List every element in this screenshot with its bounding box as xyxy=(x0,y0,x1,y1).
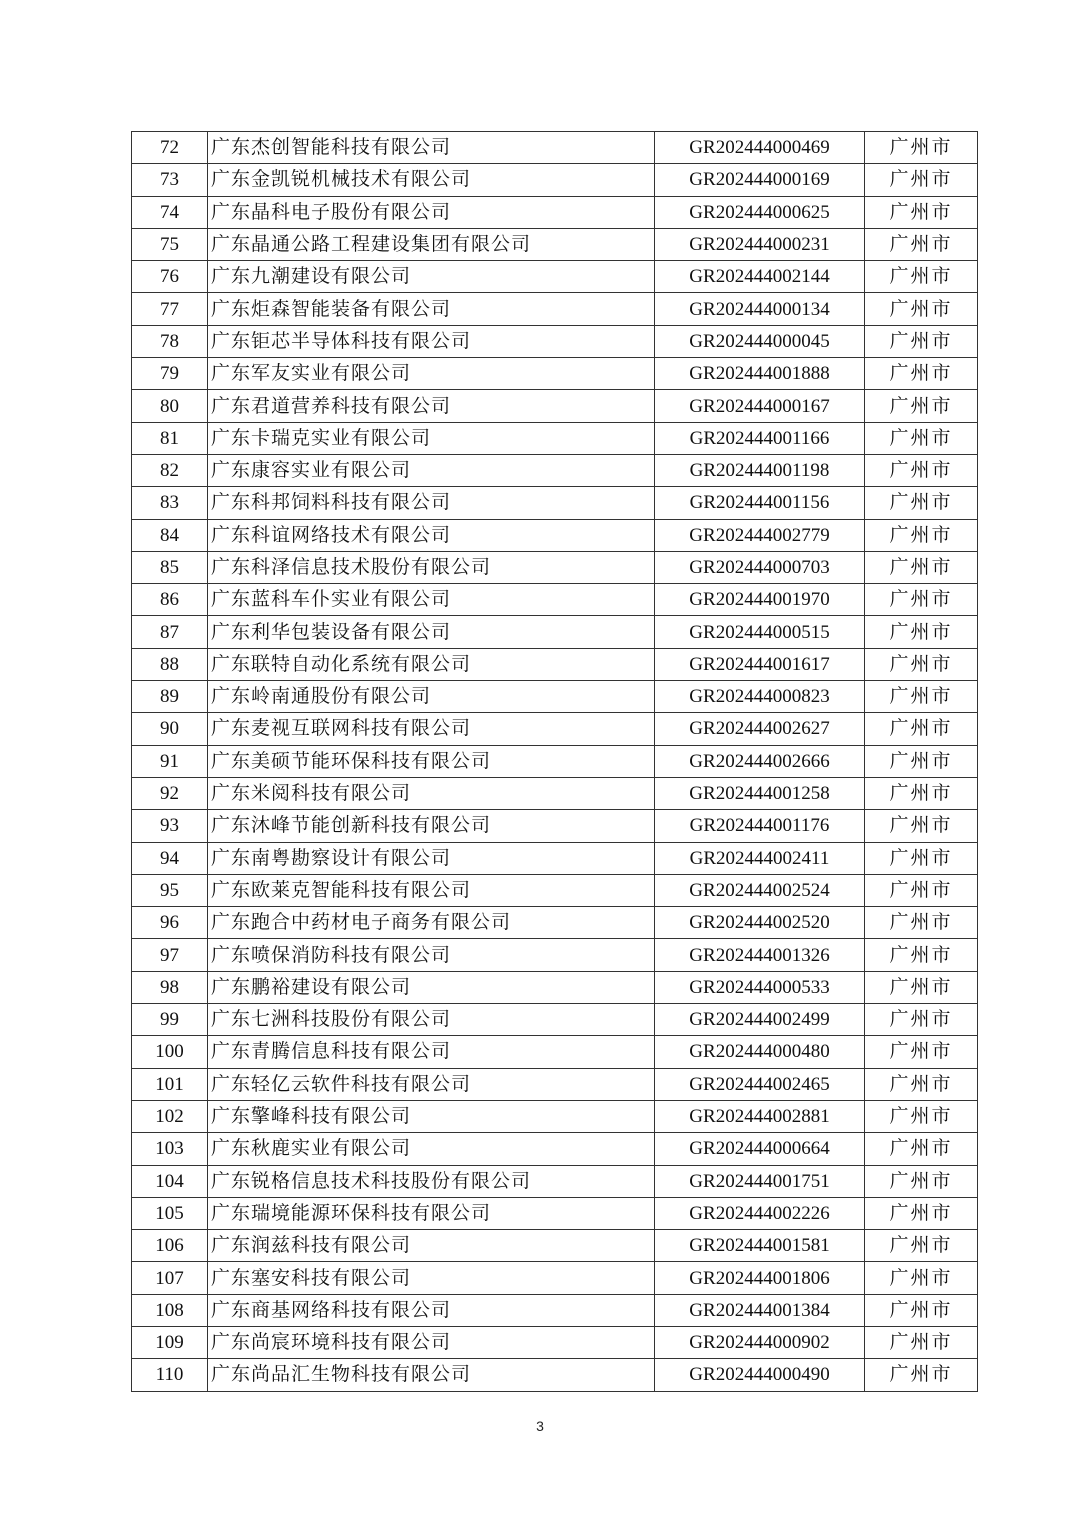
certificate-code-cell: GR202444002144 xyxy=(655,261,865,293)
company-name-cell: 广东沐峰节能创新科技有限公司 xyxy=(208,810,655,842)
certificate-code-cell: GR202444002411 xyxy=(655,842,865,874)
table-row xyxy=(132,1262,978,1294)
company-name-cell: 广东喷保消防科技有限公司 xyxy=(208,939,655,971)
table-row xyxy=(132,422,978,454)
row-number-cell: 89 xyxy=(132,681,208,713)
city-cell: 广州市 xyxy=(865,939,978,971)
city-cell: 广州市 xyxy=(865,1068,978,1100)
city-cell: 广州市 xyxy=(865,874,978,906)
certificate-code-cell: GR202444001326 xyxy=(655,939,865,971)
table-row xyxy=(132,325,978,357)
row-number-cell: 103 xyxy=(132,1133,208,1165)
row-number-cell: 88 xyxy=(132,648,208,680)
table-row xyxy=(132,1230,978,1262)
company-name-cell: 广东君道营养科技有限公司 xyxy=(208,390,655,422)
row-number-cell: 83 xyxy=(132,487,208,519)
company-list-table xyxy=(131,131,978,1392)
certificate-code-cell: GR202444002627 xyxy=(655,713,865,745)
table-row xyxy=(132,713,978,745)
company-name-cell: 广东科谊网络技术有限公司 xyxy=(208,519,655,551)
table-row xyxy=(132,1294,978,1326)
company-name-cell: 广东秋鹿实业有限公司 xyxy=(208,1133,655,1165)
row-number-cell: 75 xyxy=(132,228,208,260)
city-cell: 广州市 xyxy=(865,519,978,551)
row-number-cell: 85 xyxy=(132,551,208,583)
certificate-code-cell: GR202444000625 xyxy=(655,196,865,228)
company-name-cell: 广东塞安科技有限公司 xyxy=(208,1262,655,1294)
city-cell: 广州市 xyxy=(865,971,978,1003)
row-number-cell: 94 xyxy=(132,842,208,874)
city-cell: 广州市 xyxy=(865,1100,978,1132)
certificate-code-cell: GR202444001384 xyxy=(655,1294,865,1326)
city-cell: 广州市 xyxy=(865,745,978,777)
certificate-code-cell: GR202444001970 xyxy=(655,584,865,616)
city-cell: 广州市 xyxy=(865,422,978,454)
row-number-cell: 77 xyxy=(132,293,208,325)
table-row xyxy=(132,939,978,971)
company-name-cell: 广东美硕节能环保科技有限公司 xyxy=(208,745,655,777)
company-name-cell: 广东九潮建设有限公司 xyxy=(208,261,655,293)
city-cell: 广州市 xyxy=(865,681,978,713)
table-row xyxy=(132,1068,978,1100)
row-number-cell: 74 xyxy=(132,196,208,228)
table-row xyxy=(132,648,978,680)
table-body xyxy=(132,132,978,1392)
company-name-cell: 广东米阅科技有限公司 xyxy=(208,777,655,809)
company-name-cell: 广东跑合中药材电子商务有限公司 xyxy=(208,907,655,939)
certificate-code-cell: GR202444000703 xyxy=(655,551,865,583)
company-name-cell: 广东联特自动化系统有限公司 xyxy=(208,648,655,680)
table-row xyxy=(132,196,978,228)
row-number-cell: 92 xyxy=(132,777,208,809)
table-row xyxy=(132,907,978,939)
certificate-code-cell: GR202444001581 xyxy=(655,1230,865,1262)
row-number-cell: 101 xyxy=(132,1068,208,1100)
company-name-cell: 广东卡瑞克实业有限公司 xyxy=(208,422,655,454)
company-name-cell: 广东炬森智能装备有限公司 xyxy=(208,293,655,325)
city-cell: 广州市 xyxy=(865,1294,978,1326)
company-name-cell: 广东瑞境能源环保科技有限公司 xyxy=(208,1197,655,1229)
city-cell: 广州市 xyxy=(865,1165,978,1197)
company-name-cell: 广东擎峰科技有限公司 xyxy=(208,1100,655,1132)
city-cell: 广州市 xyxy=(865,164,978,196)
row-number-cell: 95 xyxy=(132,874,208,906)
row-number-cell: 73 xyxy=(132,164,208,196)
city-cell: 广州市 xyxy=(865,777,978,809)
certificate-code-cell: GR202444000169 xyxy=(655,164,865,196)
certificate-code-cell: GR202444001258 xyxy=(655,777,865,809)
company-name-cell: 广东蓝科车仆实业有限公司 xyxy=(208,584,655,616)
table-row xyxy=(132,1326,978,1358)
row-number-cell: 84 xyxy=(132,519,208,551)
city-cell: 广州市 xyxy=(865,261,978,293)
company-name-cell: 广东钜芯半导体科技有限公司 xyxy=(208,325,655,357)
certificate-code-cell: GR202444001751 xyxy=(655,1165,865,1197)
table-row xyxy=(132,971,978,1003)
company-name-cell: 广东晶通公路工程建设集团有限公司 xyxy=(208,228,655,260)
city-cell: 广州市 xyxy=(865,1230,978,1262)
row-number-cell: 100 xyxy=(132,1036,208,1068)
table-row xyxy=(132,228,978,260)
company-name-cell: 广东润兹科技有限公司 xyxy=(208,1230,655,1262)
company-name-cell: 广东科泽信息技术股份有限公司 xyxy=(208,551,655,583)
city-cell: 广州市 xyxy=(865,454,978,486)
city-cell: 广州市 xyxy=(865,551,978,583)
row-number-cell: 72 xyxy=(132,132,208,164)
certificate-code-cell: GR202444002499 xyxy=(655,1004,865,1036)
row-number-cell: 80 xyxy=(132,390,208,422)
row-number-cell: 108 xyxy=(132,1294,208,1326)
table-row xyxy=(132,1100,978,1132)
city-cell: 广州市 xyxy=(865,196,978,228)
row-number-cell: 96 xyxy=(132,907,208,939)
company-name-cell: 广东锐格信息技术科技股份有限公司 xyxy=(208,1165,655,1197)
company-name-cell: 广东康容实业有限公司 xyxy=(208,454,655,486)
city-cell: 广州市 xyxy=(865,810,978,842)
certificate-code-cell: GR202444002881 xyxy=(655,1100,865,1132)
city-cell: 广州市 xyxy=(865,325,978,357)
table-row xyxy=(132,358,978,390)
company-name-cell: 广东麦视互联网科技有限公司 xyxy=(208,713,655,745)
company-name-cell: 广东欧莱克智能科技有限公司 xyxy=(208,874,655,906)
certificate-code-cell: GR202444000231 xyxy=(655,228,865,260)
table-row xyxy=(132,842,978,874)
certificate-code-cell: GR202444001176 xyxy=(655,810,865,842)
company-name-cell: 广东七洲科技股份有限公司 xyxy=(208,1004,655,1036)
row-number-cell: 87 xyxy=(132,616,208,648)
city-cell: 广州市 xyxy=(865,132,978,164)
certificate-code-cell: GR202444002226 xyxy=(655,1197,865,1229)
city-cell: 广州市 xyxy=(865,228,978,260)
certificate-code-cell: GR202444000167 xyxy=(655,390,865,422)
row-number-cell: 104 xyxy=(132,1165,208,1197)
table-row xyxy=(132,1359,978,1391)
city-cell: 广州市 xyxy=(865,584,978,616)
certificate-code-cell: GR202444000823 xyxy=(655,681,865,713)
table-row xyxy=(132,745,978,777)
row-number-cell: 79 xyxy=(132,358,208,390)
table-row xyxy=(132,616,978,648)
company-name-cell: 广东军友实业有限公司 xyxy=(208,358,655,390)
table-row xyxy=(132,584,978,616)
company-name-cell: 广东利华包装设备有限公司 xyxy=(208,616,655,648)
row-number-cell: 78 xyxy=(132,325,208,357)
city-cell: 广州市 xyxy=(865,1262,978,1294)
certificate-code-cell: GR202444001198 xyxy=(655,454,865,486)
table-row xyxy=(132,261,978,293)
certificate-code-cell: GR202444001617 xyxy=(655,648,865,680)
city-cell: 广州市 xyxy=(865,616,978,648)
table-row xyxy=(132,1036,978,1068)
row-number-cell: 107 xyxy=(132,1262,208,1294)
table-row xyxy=(132,164,978,196)
table-row xyxy=(132,519,978,551)
table-row xyxy=(132,132,978,164)
table-row xyxy=(132,681,978,713)
city-cell: 广州市 xyxy=(865,1133,978,1165)
certificate-code-cell: GR202444002524 xyxy=(655,874,865,906)
company-name-cell: 广东金凯锐机械技术有限公司 xyxy=(208,164,655,196)
table-row xyxy=(132,454,978,486)
table-row xyxy=(132,1004,978,1036)
row-number-cell: 86 xyxy=(132,584,208,616)
table-row xyxy=(132,487,978,519)
page-number: 3 xyxy=(536,1418,544,1434)
city-cell: 广州市 xyxy=(865,487,978,519)
row-number-cell: 99 xyxy=(132,1004,208,1036)
row-number-cell: 82 xyxy=(132,454,208,486)
city-cell: 广州市 xyxy=(865,1326,978,1358)
row-number-cell: 98 xyxy=(132,971,208,1003)
table-row xyxy=(132,874,978,906)
row-number-cell: 102 xyxy=(132,1100,208,1132)
company-name-cell: 广东轻亿云软件科技有限公司 xyxy=(208,1068,655,1100)
city-cell: 广州市 xyxy=(865,1036,978,1068)
city-cell: 广州市 xyxy=(865,907,978,939)
table-row xyxy=(132,390,978,422)
company-name-cell: 广东尚品汇生物科技有限公司 xyxy=(208,1359,655,1391)
company-name-cell: 广东尚宸环境科技有限公司 xyxy=(208,1326,655,1358)
row-number-cell: 106 xyxy=(132,1230,208,1262)
row-number-cell: 93 xyxy=(132,810,208,842)
row-number-cell: 76 xyxy=(132,261,208,293)
company-name-cell: 广东南粤勘察设计有限公司 xyxy=(208,842,655,874)
row-number-cell: 91 xyxy=(132,745,208,777)
certificate-code-cell: GR202444001806 xyxy=(655,1262,865,1294)
certificate-code-cell: GR202444002666 xyxy=(655,745,865,777)
row-number-cell: 105 xyxy=(132,1197,208,1229)
city-cell: 广州市 xyxy=(865,648,978,680)
company-name-cell: 广东青腾信息科技有限公司 xyxy=(208,1036,655,1068)
city-cell: 广州市 xyxy=(865,842,978,874)
company-name-cell: 广东鹏裕建设有限公司 xyxy=(208,971,655,1003)
city-cell: 广州市 xyxy=(865,713,978,745)
company-name-cell: 广东岭南通股份有限公司 xyxy=(208,681,655,713)
table-row xyxy=(132,1133,978,1165)
certificate-code-cell: GR202444000515 xyxy=(655,616,865,648)
row-number-cell: 81 xyxy=(132,422,208,454)
table-row xyxy=(132,293,978,325)
city-cell: 广州市 xyxy=(865,293,978,325)
table-row xyxy=(132,810,978,842)
table-row xyxy=(132,551,978,583)
certificate-code-cell: GR202444000533 xyxy=(655,971,865,1003)
table-row xyxy=(132,1165,978,1197)
certificate-code-cell: GR202444000480 xyxy=(655,1036,865,1068)
certificate-code-cell: GR202444002465 xyxy=(655,1068,865,1100)
certificate-code-cell: GR202444001156 xyxy=(655,487,865,519)
table-row xyxy=(132,777,978,809)
certificate-code-cell: GR202444001166 xyxy=(655,422,865,454)
certificate-code-cell: GR202444000664 xyxy=(655,1133,865,1165)
company-name-cell: 广东杰创智能科技有限公司 xyxy=(208,132,655,164)
certificate-code-cell: GR202444002779 xyxy=(655,519,865,551)
company-name-cell: 广东晶科电子股份有限公司 xyxy=(208,196,655,228)
certificate-code-cell: GR202444001888 xyxy=(655,358,865,390)
row-number-cell: 97 xyxy=(132,939,208,971)
table-row xyxy=(132,1197,978,1229)
city-cell: 广州市 xyxy=(865,390,978,422)
certificate-code-cell: GR202444000134 xyxy=(655,293,865,325)
city-cell: 广州市 xyxy=(865,1197,978,1229)
certificate-code-cell: GR202444000490 xyxy=(655,1359,865,1391)
row-number-cell: 110 xyxy=(132,1359,208,1391)
city-cell: 广州市 xyxy=(865,1004,978,1036)
row-number-cell: 109 xyxy=(132,1326,208,1358)
row-number-cell: 90 xyxy=(132,713,208,745)
company-name-cell: 广东商基网络科技有限公司 xyxy=(208,1294,655,1326)
city-cell: 广州市 xyxy=(865,358,978,390)
company-name-cell: 广东科邦饲料科技有限公司 xyxy=(208,487,655,519)
certificate-code-cell: GR202444000469 xyxy=(655,132,865,164)
certificate-code-cell: GR202444002520 xyxy=(655,907,865,939)
city-cell: 广州市 xyxy=(865,1359,978,1391)
certificate-code-cell: GR202444000045 xyxy=(655,325,865,357)
certificate-code-cell: GR202444000902 xyxy=(655,1326,865,1358)
